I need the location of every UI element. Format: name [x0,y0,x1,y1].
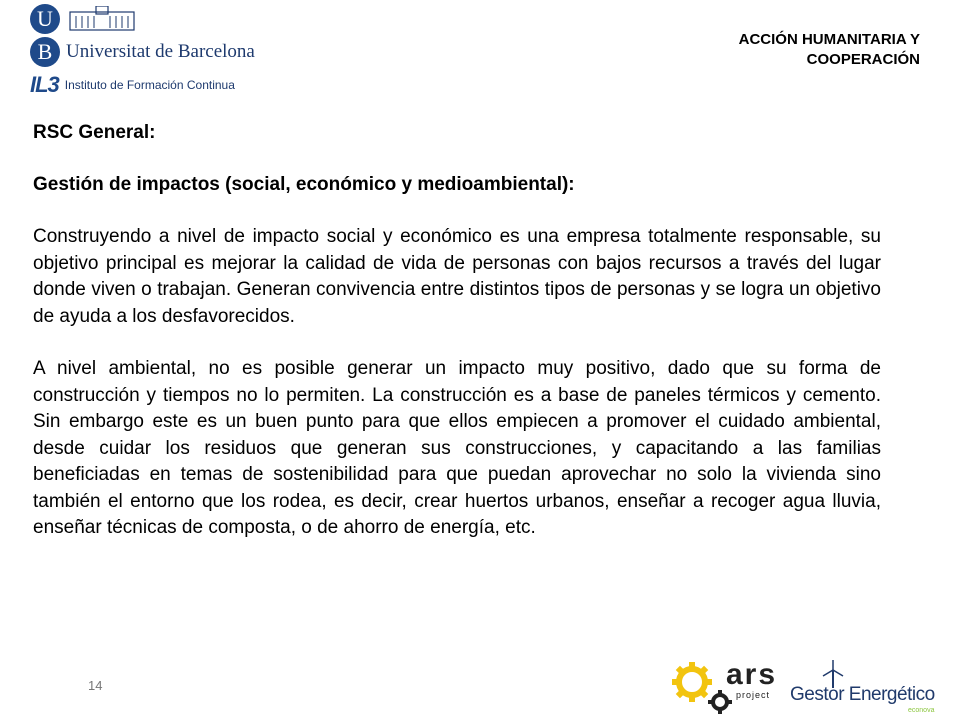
paragraph-environmental-impact: A nivel ambiental, no es posible generar un impacto muy positivo, dado que su forma de construcción y tiempos no lo permiten. La construcción es a base de paneles térmicos y cemento. Sin embargo este es un buen punto para que ellos empiecen a promover el cuidado ambiental, desde cuidar los residuos que generan sus construcciones, y capacitando a las familias beneficiadas en temas de sostenibilidad para que puedan aprovechar no solo la vivienda sino también el entorno que los rodea, es decir, crear huertos urbanos, enseñar a recoger agua lluvia, enseñar técnicas de composta, o de ahorro de energía, etc. [33,358,881,538]
ars-logo-subtext: project [736,690,771,700]
gestor-energetico-logo [790,660,950,716]
program-title-line-1: ACCIÓN HUMANITARIA Y [738,31,920,48]
subsection-title: Gestión de impactos (social, económico y medioambiental): [33,174,575,195]
main-content [33,120,881,568]
page-number: 14 [88,678,103,693]
il3-mark: IL3 [30,72,59,97]
ub-name: Universitat de Barcelona [66,41,255,62]
gestor-logo-subtext: econova [908,707,935,714]
il3-name: Instituto de Formación Continua [64,78,235,92]
il3-logo [30,72,250,98]
ub-letter-b: B [30,37,60,67]
program-title-line-2: COOPERACIÓN [806,51,920,68]
section-title: RSC General: [33,122,156,143]
ub-building-icon [68,6,136,32]
ub-letter-u: U [30,4,60,34]
paragraph-social-impact: Construyendo a nivel de impacto social y económico es una empresa totalmente responsable, su objetivo principal es mejorar la calidad de vida de personas con bajos recursos a través del lugar donde viven o trabajan. Generan convivencia entre distintos tipos de personas y se logra un objetivo de ayuda a los desfavorecidos. [33,226,881,327]
ars-project-logo [672,656,784,718]
gestor-logo-text: Gestor Energético [790,684,935,705]
program-title [620,30,920,70]
ars-logo-text: ars [726,658,778,691]
ub-logo [30,4,255,66]
